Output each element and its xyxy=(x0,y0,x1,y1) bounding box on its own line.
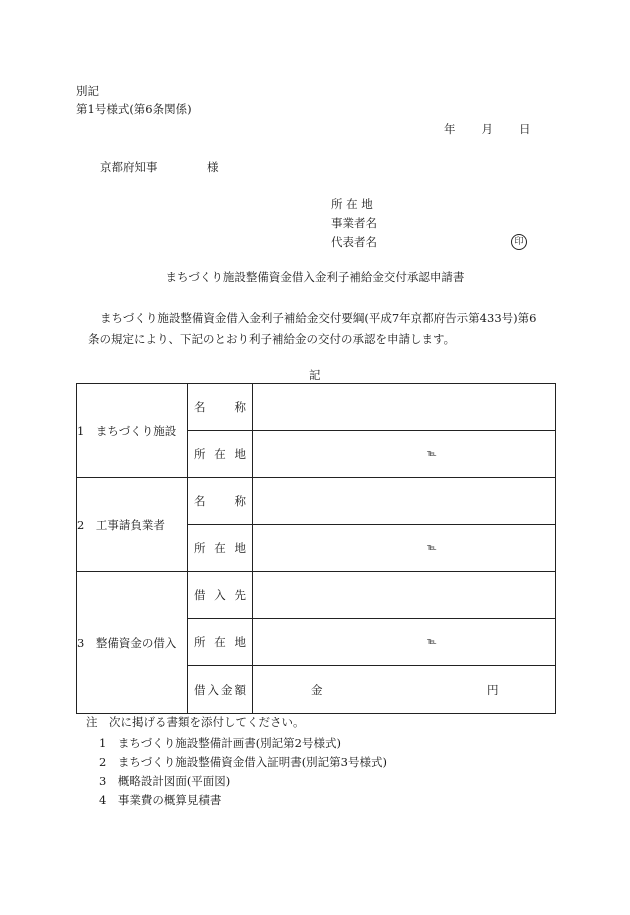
ki-heading: 記 xyxy=(309,368,321,382)
body-paragraph xyxy=(88,308,558,350)
seal-mark: 印 xyxy=(511,234,527,250)
annex-label: 別記 xyxy=(76,84,99,98)
row-label-lender: 借 入 先 xyxy=(188,572,253,619)
row-label-name: 名 称 xyxy=(188,478,253,525)
row-label-address: 所 在 地 xyxy=(188,619,253,666)
body-line-2: 条の規定により、下記のとおり利子補給金の交付の承認を申請します。 xyxy=(88,332,456,346)
form-number: 第1号様式(第6条関係) xyxy=(76,102,192,116)
applicant-address-label: 所 在 地 xyxy=(331,197,373,211)
tel-icon: ℡ xyxy=(427,449,437,459)
note-item: 1 まちづくり施設整備計画書(別記第2号様式) xyxy=(99,736,341,750)
loan-amount-field[interactable] xyxy=(253,666,556,714)
contractor-name-field[interactable] xyxy=(253,478,556,525)
section-loan-label: 3 整備資金の借入 xyxy=(77,572,188,714)
section-contractor-label: 2 工事請負業者 xyxy=(77,478,188,572)
section-facility-label: 1 まちづくり施設 xyxy=(77,384,188,478)
day-label: 日 xyxy=(519,122,531,136)
facility-name-field[interactable] xyxy=(253,384,556,431)
contractor-address-field[interactable] xyxy=(253,525,556,572)
notes-heading: 注 次に掲げる書類を添付してください。 xyxy=(86,715,305,729)
month-label: 月 xyxy=(481,122,493,136)
note-item: 3 概略設計図面(平面図) xyxy=(99,774,231,788)
applicant-representative-label: 代表者名 xyxy=(331,235,377,249)
addressee-honorific: 様 xyxy=(207,160,219,174)
addressee-name: 京都府知事 xyxy=(100,160,158,174)
document-title: まちづくり施設整備資金借入金利子補給金交付承認申請書 xyxy=(165,270,465,284)
body-line-1: まちづくり施設整備資金借入金利子補給金交付要綱(平成7年京都府告示第433号)第6 xyxy=(100,311,537,325)
row-label-loan-amount: 借 入 金 額 xyxy=(188,666,253,714)
row-label-name: 名 称 xyxy=(188,384,253,431)
kin-label: 金 xyxy=(311,682,323,697)
applicant-business-label: 事業者名 xyxy=(331,216,377,230)
application-table xyxy=(76,383,556,714)
note-item: 2 まちづくり施設整備資金借入証明書(別記第3号様式) xyxy=(99,755,387,769)
date-field[interactable] xyxy=(444,124,531,136)
year-label: 年 xyxy=(444,122,456,136)
tel-icon: ℡ xyxy=(427,543,437,553)
note-item: 4 事業費の概算見積書 xyxy=(99,793,222,807)
row-label-address: 所 在 地 xyxy=(188,431,253,478)
lender-address-field[interactable] xyxy=(253,619,556,666)
yen-label: 円 xyxy=(487,682,499,697)
lender-field[interactable] xyxy=(253,572,556,619)
facility-address-field[interactable] xyxy=(253,431,556,478)
row-label-address: 所 在 地 xyxy=(188,525,253,572)
tel-icon: ℡ xyxy=(427,637,437,647)
